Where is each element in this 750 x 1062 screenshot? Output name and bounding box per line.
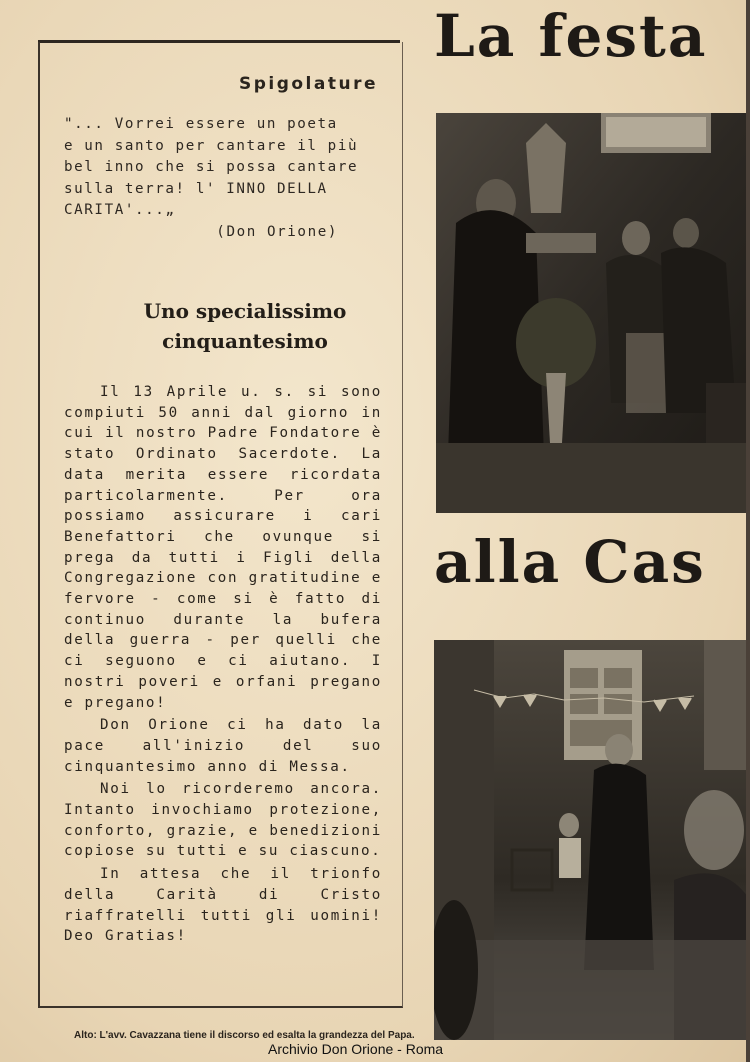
article-paragraph: Noi lo ricorderemo ancora. Intanto invochiamo protezione, conforto, grazie, e benedizioni copiose su tutti e su ciascuno. bbox=[64, 781, 382, 860]
quote-attribution: (Don Orione) bbox=[216, 224, 338, 240]
photo-speech-ceremony-image bbox=[436, 113, 750, 513]
headline-bottom: alla Cas bbox=[434, 528, 706, 596]
archive-watermark: Archivio Don Orione - Roma bbox=[268, 1041, 444, 1057]
photo-caption: Alto: L'avv. Cavazzana tiene il discorso ed esalta la grandezza del Papa. bbox=[74, 1030, 415, 1041]
article-paragraph: Il 13 Aprile u. s. si sono compiuti 50 anni dal giorno in cui il nostro Padre Fondatore è stato Ordinato Sacerdote. La data merita essere ricordata particolarmente. Per ora possiamo assicurare i cari Benefattori che ovunque si prega da tutti i Figli della Congregazione con gratitudine e fervore - come si è fatto di continuo durante la bufera della guerra - per quelli che ci seguono e ci aiutano. I nostri poveri e orfani pregano e pregano! bbox=[64, 384, 382, 711]
article-body bbox=[64, 382, 382, 949]
photo-courtyard-gathering bbox=[434, 640, 750, 1040]
don-orione-quote: "... Vorrei essere un poeta e un santo per cantare il più bel inno che si possa cantare sulla terra! l' INNO DELLA CARITA'...„ bbox=[64, 116, 359, 218]
article-paragraph: Don Orione ci ha dato la pace all'inizio del suo cinquantesimo anno di Messa. bbox=[64, 717, 382, 775]
article-paragraph: In attesa che il trionfo della Carità di Cristo riaffratelli tutti gli uomini! Deo Gratias! bbox=[64, 866, 382, 945]
section-label: Spigolature bbox=[238, 74, 378, 94]
photo-courtyard-gathering-image bbox=[434, 640, 750, 1040]
article-title: Uno specialissimo cinquantesimo bbox=[143, 299, 347, 353]
page-binding-edge bbox=[746, 0, 750, 1062]
headline-top: La festa bbox=[434, 2, 708, 70]
photo-speech-ceremony bbox=[436, 113, 750, 513]
